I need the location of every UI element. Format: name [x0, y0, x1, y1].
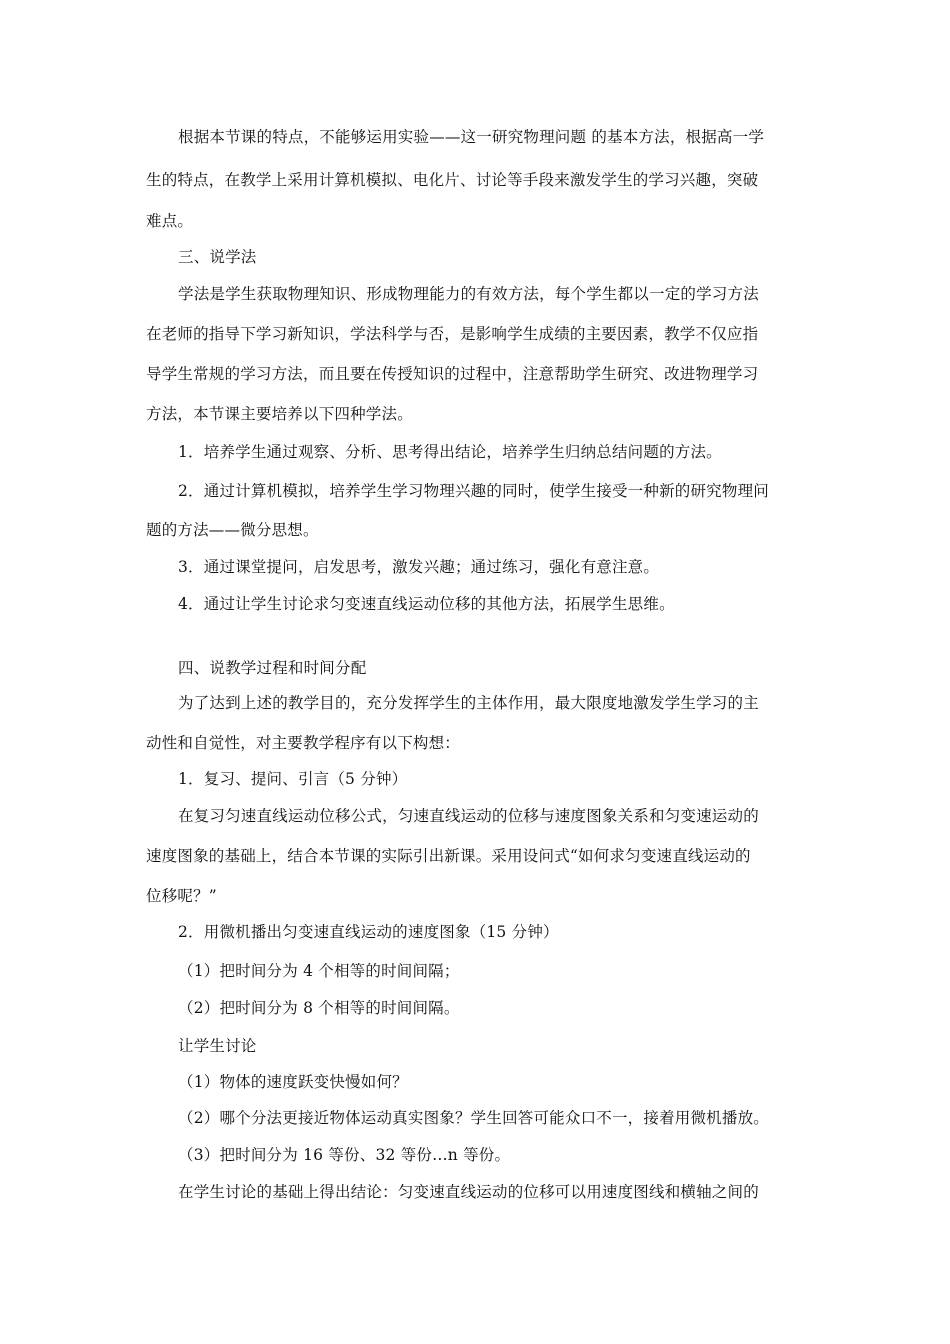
- paragraph-line: 速度图象的基础上，结合本节课的实际引出新课。采用设问式“如何求匀变速直线运动的: [146, 847, 751, 865]
- sub-list-item: （1）把时间分为 4 个相等的时间间隔；: [178, 962, 460, 980]
- paragraph-line: 动性和自觉性，对主要教学程序有以下构想：: [146, 734, 461, 752]
- list-item: 2．通过计算机模拟，培养学生学习物理兴趣的同时，使学生接受一种新的研究物理问: [178, 482, 769, 500]
- paragraph-line: 让学生讨论: [178, 1037, 257, 1055]
- list-item: 4．通过让学生讨论求匀变速直线运动位移的其他方法，拓展学生思维。: [178, 595, 675, 613]
- paragraph-line: 难点。: [146, 212, 194, 230]
- list-item: 3．通过课堂提问，启发思考，激发兴趣；通过练习，强化有意注意。: [178, 558, 660, 576]
- paragraph-line: 在老师的指导下学习新知识，学法科学与否，是影响学生成绩的主要因素，教学不仅应指: [146, 325, 759, 343]
- paragraph-line: 位移呢？”: [146, 887, 217, 905]
- list-item: 1．复习、提问、引言（5 分钟）: [178, 770, 408, 788]
- paragraph-line: 在复习匀速直线运动位移公式，匀速直线运动的位移与速度图象关系和匀变速运动的: [178, 807, 759, 825]
- sub-list-item: （2）把时间分为 8 个相等的时间间隔。: [178, 999, 460, 1017]
- list-item-continuation: 题的方法——微分思想。: [146, 521, 319, 539]
- section-heading: 三、说学法: [178, 248, 257, 266]
- paragraph-line: 根据本节课的特点，不能够运用实验——这一研究物理问题 的基本方法，根据高一学: [178, 128, 765, 146]
- paragraph-line: 生的特点，在教学上采用计算机模拟、电化片、讨论等手段来激发学生的学习兴趣，突破: [146, 171, 759, 189]
- list-item: 2．用微机播出匀变速直线运动的速度图象（15 分钟）: [178, 923, 559, 941]
- sub-list-item: （3）把时间分为 16 等份、32 等份…n 等份。: [178, 1146, 511, 1164]
- paragraph-line: 为了达到上述的教学目的，充分发挥学生的主体作用，最大限度地激发学生学习的主: [178, 694, 759, 712]
- paragraph-line: 在学生讨论的基础上得出结论：匀变速直线运动的位移可以用速度图线和横轴之间的: [178, 1183, 759, 1201]
- sub-list-item: （1）物体的速度跃变快慢如何？: [178, 1073, 408, 1091]
- paragraph-line: 方法，本节课主要培养以下四种学法。: [146, 405, 413, 423]
- section-heading: 四、说教学过程和时间分配: [178, 659, 367, 677]
- paragraph-line: 学法是学生获取物理知识、形成物理能力的有效方法，每个学生都以一定的学习方法: [178, 285, 759, 303]
- paragraph-line: 导学生常规的学习方法，而且要在传授知识的过程中，注意帮助学生研究、改进物理学习: [146, 365, 759, 383]
- list-item: 1．培养学生通过观察、分析、思考得出结论，培养学生归纳总结问题的方法。: [178, 443, 722, 461]
- sub-list-item: （2）哪个分法更接近物体运动真实图象？学生回答可能众口不一，接着用微机播放。: [178, 1109, 769, 1127]
